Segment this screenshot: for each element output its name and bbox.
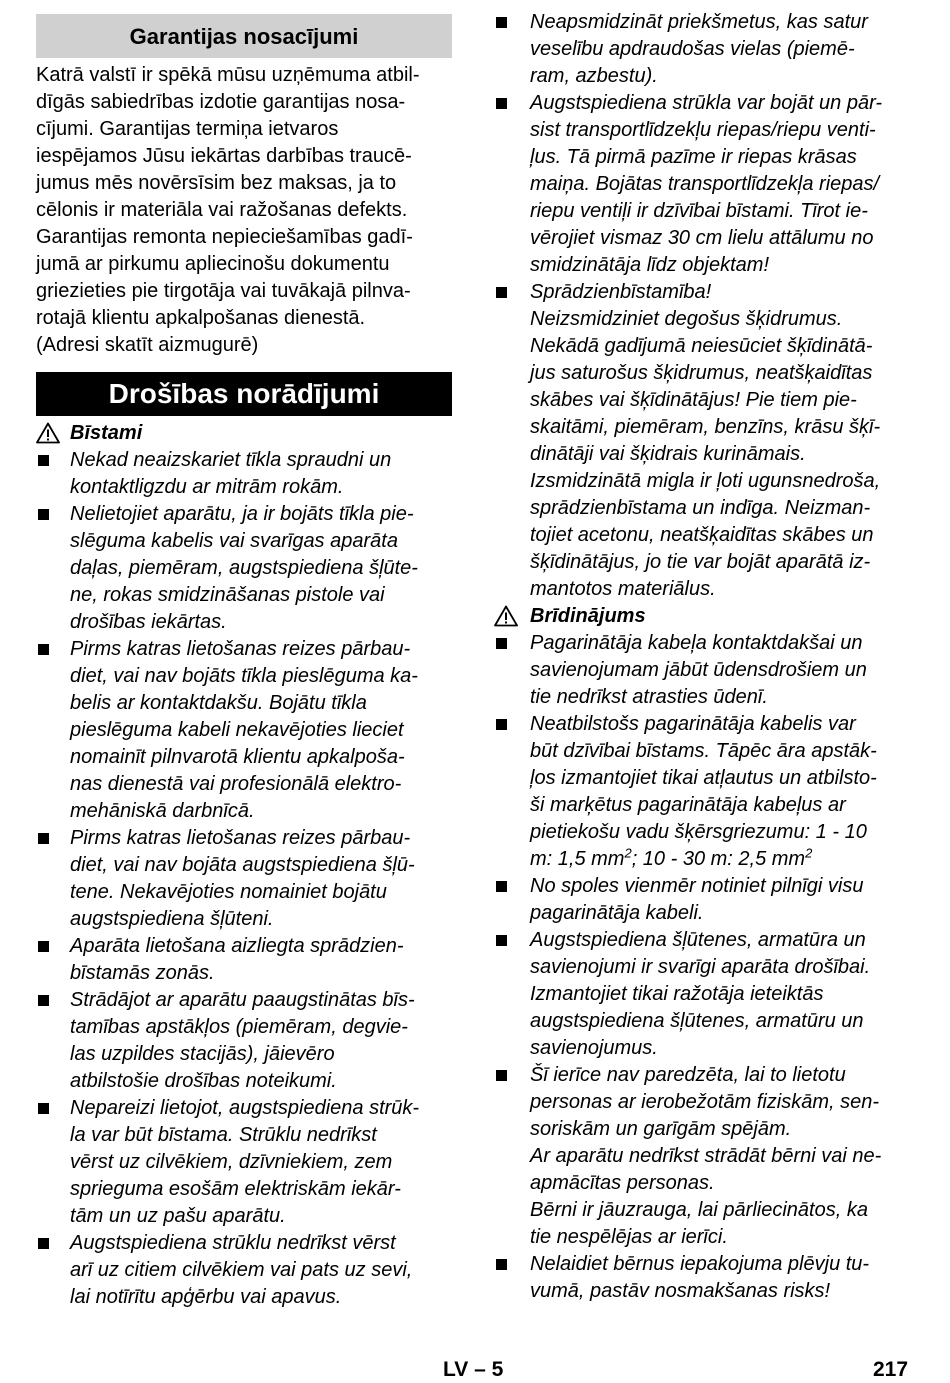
list-item: Nelaidiet bērnus iepakojuma plēvju tu- vumā, pastāv nosmakšanas risks! <box>494 1251 914 1305</box>
warning-triangle-icon <box>36 422 60 444</box>
square-bullet-icon <box>496 1259 507 1270</box>
square-bullet-icon <box>496 17 507 28</box>
list-item: Neapsmidzināt priekšmetus, kas satur veselību apdraudošas vielas (piemē- ram, azbestu). <box>494 9 914 90</box>
square-bullet-icon <box>38 1103 49 1114</box>
list-item: Nelietojiet aparātu, ja ir bojāts tīkla pie- slēguma kabelis vai svarīgas aparāta daļas, piemēram, augstspiediena šļūte- ne, rokas smidzināšanas pistole vai drošības iekārtas. <box>36 501 452 636</box>
warning-heading-label: Brīdinājums <box>530 605 646 627</box>
list-item: Augstspiediena šļūtenes, armatūra un savienojumi ir svarīgi aparāta drošībai. Izmantojiet tikai ražotāja ieteiktās augstspiediena šļūtenes, armatūru un savienojumus. <box>494 927 914 1062</box>
warranty-text: Katrā valstī ir spēkā mūsu uzņēmuma atbil- dīgās sabiedrības izdotie garantijas nosa- cījumi. Garantijas termiņa ietvaros iespējamos Jūsu iekārtas darbības traucē- jumus mēs novērsīsim bez maksas, ja to cēlonis ir materiāla vai ražošanas defekts. Garantijas remonta nepieciešamības gadī- jumā ar pirkumu apliecinošu dokumentu griezieties pie tirgotāja vai tuvākajā pilnva- rotajā klientu apkalpošanas dienestā. (Adresi skatīt aizmugurē) <box>36 64 420 356</box>
list-item: Sprādzienbīstamība! Neizsmidziniet degošus šķidrumus. Nekādā gadījumā neiesūciet šķīdinātā- jus saturošus šķidrumus, neatšķaidītas skābes vai šķīdinātājus! Pie tiem pie- skaitāmi, piemēram, benzīns, krāsu šķī- dinātāji vai šķidrais kurināmais. Izsmidzinātā migla ir ļoti ugunsnedroša, sprādzienbīstama un indīga. Neizman- tojiet acetonu, neatšķaidītas skābes un šķīdinātājus, jo tie var bojāt aparātā iz- mantotos materiālus. <box>494 279 914 603</box>
footer-page-number: 217 <box>873 1358 909 1381</box>
warning-heading <box>494 603 914 630</box>
safety-heading: Drošības norādījumi <box>36 372 452 416</box>
square-bullet-icon <box>38 1238 49 1249</box>
list-item: Nekad neaizskariet tīkla spraudni un kontaktligzdu ar mitrām rokām. <box>36 447 452 501</box>
square-bullet-icon <box>496 638 507 649</box>
danger-heading <box>36 420 452 447</box>
square-bullet-icon <box>496 881 507 892</box>
list-item: Šī ierīce nav paredzēta, lai to lietotu personas ar ierobežotām fiziskām, sen- soriskām un garīgām spējām. Ar aparātu nedrīkst strādāt bērni vai ne- apmācītas personas. Bērni ir jāuzrauga, lai pārliecinātos, ka tie nespēlējas ar ierīci. <box>494 1062 914 1251</box>
square-bullet-icon <box>496 98 507 109</box>
square-bullet-icon <box>496 719 507 730</box>
square-bullet-icon <box>38 833 49 844</box>
list-item: Augstspiediena strūklu nedrīkst vērst arī uz citiem cilvēkiem vai pats uz sevi, lai notīrītu apģērbu vai apavus. <box>36 1230 452 1311</box>
list-item: Pirms katras lietošanas reizes pārbau- diet, vai nav bojāts tīkla pieslēguma ka- belis ar kontaktdakšu. Bojātu tīkla pieslēguma kabeli nekavējoties lieciet nomainīt pilnvarotā klientu apkalpoša- nas dienestā vai profesionālā elektro- mehāniskā darbnīcā. <box>36 636 452 825</box>
square-bullet-icon <box>38 509 49 520</box>
warning-triangle-icon <box>494 605 518 627</box>
warranty-heading: Garantijas nosacījumi <box>36 14 452 58</box>
list-item: Strādājot ar aparātu paaugstinātas bīs- tamības apstākļos (piemēram, degvie- las uzpildes stacijās), jāievēro atbilstošie drošības noteikumi. <box>36 987 452 1095</box>
list-item: Pirms katras lietošanas reizes pārbau- diet, vai nav bojāta augstspiediena šļū- tene. Nekavējoties nomainiet bojātu augstspiediena šļūteni. <box>36 825 452 933</box>
footer-language-page: LV – 5 <box>443 1358 504 1381</box>
danger-heading-label: Bīstami <box>70 422 143 444</box>
list-item: No spoles vienmēr notiniet pilnīgi visu pagarinātāja kabeli. <box>494 873 914 927</box>
square-bullet-icon <box>38 455 49 466</box>
list-item: Aparāta lietošana aizliegta sprādzien- bīstamās zonās. <box>36 933 452 987</box>
left-column <box>36 14 452 1311</box>
square-bullet-icon <box>38 941 49 952</box>
right-column <box>494 9 914 1305</box>
square-bullet-icon <box>496 935 507 946</box>
square-bullet-icon <box>496 287 507 298</box>
square-bullet-icon <box>38 995 49 1006</box>
list-item: Pagarinātāja kabeļa kontaktdakšai un savienojumam jābūt ūdensdrošiem un tie nedrīkst atrasties ūdenī. <box>494 630 914 711</box>
list-item-extension-cable: Neatbilstošs pagarinātāja kabelis var būt dzīvībai bīstams. Tāpēc āra apstāk- ļos izmantojiet tikai atļautus un atbilsto- ši marķētus pagarinātāja kabeļus ar pietiekošu vadu šķērsgriezumu: 1 - 10 m: 1,5 $mm^2$; 10 - 30 m: 2,5 $mm^2$ <box>494 711 914 873</box>
list-item: Nepareizi lietojot, augstspiediena strūk- la var būt bīstama. Strūklu nedrīkst vērst uz cilvēkiem, dzīvniekiem, zem sprieguma esošām elektriskām iekār- tām un uz pašu aparātu. <box>36 1095 452 1230</box>
list-item: Augstspiediena strūkla var bojāt un pār- sist transportlīdzekļu riepas/riepu venti- ļus. Tā pirmā pazīme ir riepas krāsas maiņa. Bojātas transportlīdzekļa riepas/ riepu ventiļi ir dzīvībai bīstami. Tīrot ie- vērojiet vismaz 30 cm lielu attālumu no smidzinātāja līdz objektam! <box>494 90 914 279</box>
square-bullet-icon <box>38 644 49 655</box>
square-bullet-icon <box>496 1070 507 1081</box>
